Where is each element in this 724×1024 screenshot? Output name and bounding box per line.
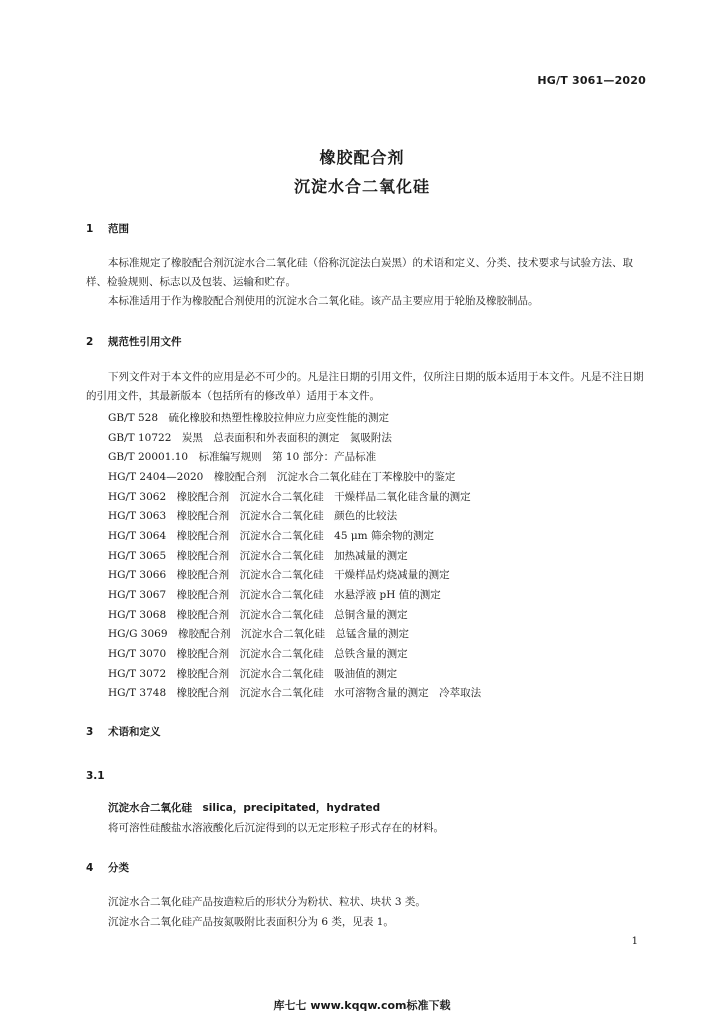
term-title: 沉淀水合二氧化硅 silica，precipitated，hydrated xyxy=(108,802,381,814)
standard-code: HG/T 3061—2020 xyxy=(537,74,646,87)
term-definition: 将可溶性硅酸盐水溶液酸化后沉淀得到的以无定形粒子形式存在的材料。 xyxy=(108,822,444,834)
footer-watermark: 库七七 www.kqqw.com标准下载 xyxy=(273,999,451,1012)
reference-item: HG/T 3064 橡胶配合剂 沉淀水合二氧化硅 45 μm 筛余物的测定 xyxy=(108,530,434,542)
section-2-heading xyxy=(86,334,182,349)
reference-item: GB/T 528 硫化橡胶和热塑性橡胶拉伸应力应变性能的测定 xyxy=(108,412,390,424)
reference-item: HG/T 3062 橡胶配合剂 沉淀水合二氧化硅 干燥样品二氧化硅含量的测定 xyxy=(108,491,471,503)
page-number: 1 xyxy=(631,936,638,947)
subsection-3-1-number: 3.1 xyxy=(86,770,105,782)
reference-item: HG/T 3067 橡胶配合剂 沉淀水合二氧化硅 水悬浮液 pH 值的测定 xyxy=(108,589,441,601)
reference-item: GB/T 20001.10 标准编写规则 第 10 部分：产品标准 xyxy=(108,451,377,463)
reference-item: HG/T 3063 橡胶配合剂 沉淀水合二氧化硅 颜色的比较法 xyxy=(108,510,398,522)
normative-intro: 下列文件对于本文件的应用是必不可少的。凡是注日期的引用文件，仅所注日期的版本适用于本文件。凡是不注日期的引用文件，其最新版本（包括所有的修改单）适用于本文件。 xyxy=(86,371,644,402)
section-title: 范围 xyxy=(108,223,129,235)
title-line-1: 橡胶配合剂 xyxy=(319,148,405,167)
classification-paragraph-1: 沉淀水合二氧化硅产品按造粒后的形状分为粉状、粒状、块状 3 类。 xyxy=(108,896,426,908)
reference-item: HG/T 3066 橡胶配合剂 沉淀水合二氧化硅 干燥样品灼烧减量的测定 xyxy=(108,569,450,581)
scope-paragraph-1: 本标准规定了橡胶配合剂沉淀水合二氧化硅（俗称沉淀法白炭黑）的术语和定义、分类、技术要求与试验方法、取样、检验规则、标志以及包装、运输和贮存。 xyxy=(86,257,633,288)
section-4-heading xyxy=(86,860,129,875)
section-number: 3 xyxy=(86,726,94,738)
reference-item: HG/T 3070 橡胶配合剂 沉淀水合二氧化硅 总铁含量的测定 xyxy=(108,648,408,660)
classification-paragraph-2: 沉淀水合二氧化硅产品按氮吸附比表面积分为 6 类，见表 1。 xyxy=(108,916,394,928)
reference-item: GB/T 10722 炭黑 总表面积和外表面积的测定 氮吸附法 xyxy=(108,432,392,444)
section-1-heading xyxy=(86,221,129,236)
section-title: 分类 xyxy=(108,862,129,874)
section-3-heading xyxy=(86,724,161,739)
reference-item: HG/T 3748 橡胶配合剂 沉淀水合二氧化硅 水可溶物含量的测定 冷萃取法 xyxy=(108,687,482,699)
section-title: 术语和定义 xyxy=(108,726,161,738)
section-title: 规范性引用文件 xyxy=(108,336,182,348)
reference-item: HG/T 3068 橡胶配合剂 沉淀水合二氧化硅 总铜含量的测定 xyxy=(108,609,408,621)
section-number: 2 xyxy=(86,336,94,348)
reference-item: HG/T 3072 橡胶配合剂 沉淀水合二氧化硅 吸油值的测定 xyxy=(108,668,398,680)
section-number: 4 xyxy=(86,862,94,874)
title-line-2: 沉淀水合二氧化硅 xyxy=(293,177,430,196)
scope-paragraph-2: 本标准适用于作为橡胶配合剂使用的沉淀水合二氧化硅。该产品主要应用于轮胎及橡胶制品。 xyxy=(108,295,539,307)
section-number: 1 xyxy=(86,223,94,235)
reference-item: HG/G 3069 橡胶配合剂 沉淀水合二氧化硅 总锰含量的测定 xyxy=(108,628,410,640)
reference-item: HG/T 3065 橡胶配合剂 沉淀水合二氧化硅 加热减量的测定 xyxy=(108,550,408,562)
reference-item: HG/T 2404—2020 橡胶配合剂 沉淀水合二氧化硅在丁苯橡胶中的鉴定 xyxy=(108,471,456,483)
